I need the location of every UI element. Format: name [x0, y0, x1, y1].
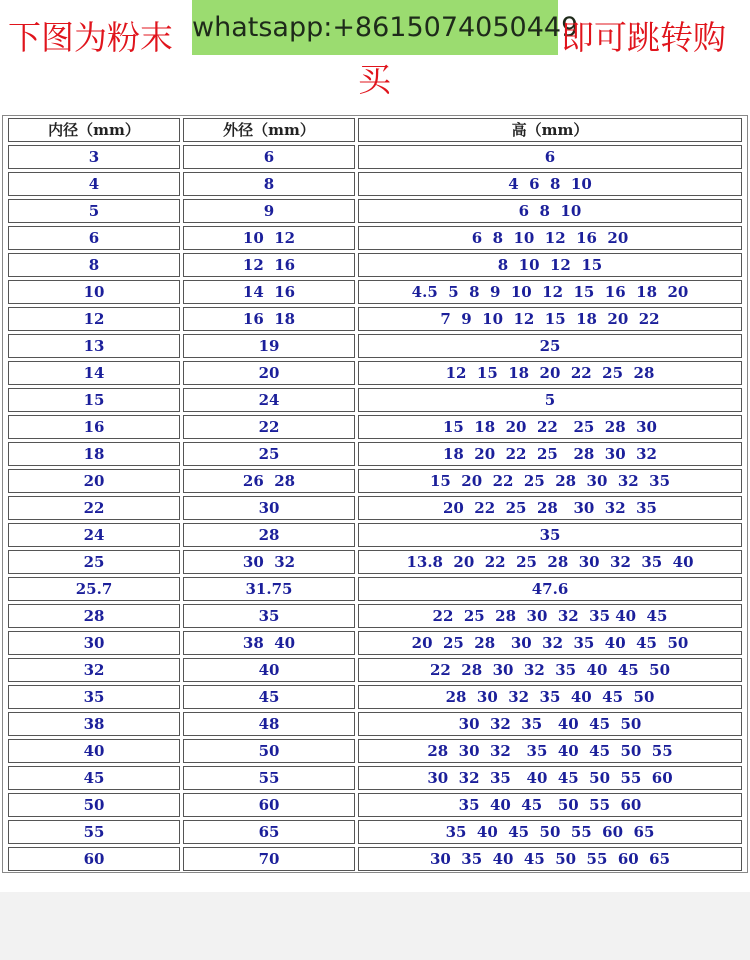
page-header — [0, 0, 750, 100]
inner-diameter-cell: 22 — [8, 496, 180, 520]
height-cell: 20 22 25 28 30 32 35 — [358, 496, 742, 520]
inner-diameter-cell: 10 — [8, 280, 180, 304]
outer-diameter-cell: 38 40 — [183, 631, 355, 655]
outer-diameter-cell: 60 — [183, 793, 355, 817]
inner-diameter-cell: 14 — [8, 361, 180, 385]
inner-diameter-cell: 60 — [8, 847, 180, 871]
title-right: 即可跳转购 — [561, 18, 726, 57]
outer-diameter-cell: 70 — [183, 847, 355, 871]
inner-diameter-cell: 4 — [8, 172, 180, 196]
height-cell: 12 15 18 20 22 25 28 — [358, 361, 742, 385]
outer-diameter-cell: 31.75 — [183, 577, 355, 601]
header-outer-diameter: 外径（mm） — [183, 118, 355, 142]
outer-diameter-cell: 30 32 — [183, 550, 355, 574]
height-cell: 4.5 5 8 9 10 12 15 16 18 20 — [358, 280, 742, 304]
inner-diameter-cell: 55 — [8, 820, 180, 844]
table-row — [8, 199, 742, 223]
height-cell: 22 28 30 32 35 40 45 50 — [358, 658, 742, 682]
outer-diameter-cell: 8 — [183, 172, 355, 196]
inner-diameter-cell: 3 — [8, 145, 180, 169]
height-cell: 6 8 10 12 16 20 — [358, 226, 742, 250]
table-row — [8, 145, 742, 169]
inner-diameter-cell: 12 — [8, 307, 180, 331]
outer-diameter-cell: 35 — [183, 604, 355, 628]
inner-diameter-cell: 40 — [8, 739, 180, 763]
table-row — [8, 388, 742, 412]
table-row — [8, 604, 742, 628]
table-row — [8, 523, 742, 547]
table-row — [8, 793, 742, 817]
table-row — [8, 739, 742, 763]
title-left: 下图为粉末 — [8, 18, 173, 57]
table-row — [8, 631, 742, 655]
whatsapp-contact[interactable]: whatsapp:+8615074050449 — [192, 0, 558, 55]
table-row — [8, 658, 742, 682]
outer-diameter-cell: 28 — [183, 523, 355, 547]
height-cell: 22 25 28 30 32 35 40 45 — [358, 604, 742, 628]
inner-diameter-cell: 32 — [8, 658, 180, 682]
outer-diameter-cell: 20 — [183, 361, 355, 385]
inner-diameter-cell: 20 — [8, 469, 180, 493]
table-row — [8, 712, 742, 736]
table-row — [8, 496, 742, 520]
table-row — [8, 820, 742, 844]
outer-diameter-cell: 55 — [183, 766, 355, 790]
outer-diameter-cell: 10 12 — [183, 226, 355, 250]
outer-diameter-cell: 40 — [183, 658, 355, 682]
inner-diameter-cell: 15 — [8, 388, 180, 412]
height-cell: 30 32 35 40 45 50 — [358, 712, 742, 736]
outer-diameter-cell: 25 — [183, 442, 355, 466]
outer-diameter-cell: 50 — [183, 739, 355, 763]
outer-diameter-cell: 48 — [183, 712, 355, 736]
inner-diameter-cell: 6 — [8, 226, 180, 250]
inner-diameter-cell: 30 — [8, 631, 180, 655]
outer-diameter-cell: 9 — [183, 199, 355, 223]
table-row — [8, 307, 742, 331]
outer-diameter-cell: 6 — [183, 145, 355, 169]
header-height: 高（mm） — [358, 118, 742, 142]
inner-diameter-cell: 50 — [8, 793, 180, 817]
outer-diameter-cell: 12 16 — [183, 253, 355, 277]
table-row — [8, 469, 742, 493]
title-line2: 买 — [358, 60, 391, 99]
table-row — [8, 253, 742, 277]
table-row — [8, 415, 742, 439]
inner-diameter-cell: 13 — [8, 334, 180, 358]
inner-diameter-cell: 25 — [8, 550, 180, 574]
inner-diameter-cell: 24 — [8, 523, 180, 547]
height-cell: 5 — [358, 388, 742, 412]
table-row — [8, 280, 742, 304]
height-cell: 4 6 8 10 — [358, 172, 742, 196]
table-row — [8, 172, 742, 196]
height-cell: 15 18 20 22 25 28 30 — [358, 415, 742, 439]
outer-diameter-cell: 26 28 — [183, 469, 355, 493]
table-row — [8, 550, 742, 574]
inner-diameter-cell: 38 — [8, 712, 180, 736]
inner-diameter-cell: 45 — [8, 766, 180, 790]
table-row — [8, 334, 742, 358]
height-cell: 15 20 22 25 28 30 32 35 — [358, 469, 742, 493]
inner-diameter-cell: 16 — [8, 415, 180, 439]
header-inner-diameter: 内径（mm） — [8, 118, 180, 142]
inner-diameter-cell: 5 — [8, 199, 180, 223]
outer-diameter-cell: 22 — [183, 415, 355, 439]
table-row — [8, 442, 742, 466]
height-cell: 8 10 12 15 — [358, 253, 742, 277]
inner-diameter-cell: 18 — [8, 442, 180, 466]
height-cell: 35 — [358, 523, 742, 547]
height-cell: 35 40 45 50 55 60 65 — [358, 820, 742, 844]
table-row — [8, 361, 742, 385]
height-cell: 6 8 10 — [358, 199, 742, 223]
height-cell: 18 20 22 25 28 30 32 — [358, 442, 742, 466]
outer-diameter-cell: 65 — [183, 820, 355, 844]
height-cell: 7 9 10 12 15 18 20 22 — [358, 307, 742, 331]
footer-band — [0, 892, 750, 960]
inner-diameter-cell: 8 — [8, 253, 180, 277]
table-row — [8, 766, 742, 790]
outer-diameter-cell: 30 — [183, 496, 355, 520]
inner-diameter-cell: 28 — [8, 604, 180, 628]
height-cell: 6 — [358, 145, 742, 169]
outer-diameter-cell: 45 — [183, 685, 355, 709]
height-cell: 20 25 28 30 32 35 40 45 50 — [358, 631, 742, 655]
outer-diameter-cell: 19 — [183, 334, 355, 358]
height-cell: 28 30 32 35 40 45 50 55 — [358, 739, 742, 763]
outer-diameter-cell: 24 — [183, 388, 355, 412]
inner-diameter-cell: 25.7 — [8, 577, 180, 601]
height-cell: 35 40 45 50 55 60 — [358, 793, 742, 817]
size-table — [5, 115, 745, 874]
table-header-row — [8, 118, 742, 142]
table-row — [8, 847, 742, 871]
height-cell: 47.6 — [358, 577, 742, 601]
table-row — [8, 226, 742, 250]
table-row — [8, 577, 742, 601]
height-cell: 13.8 20 22 25 28 30 32 35 40 — [358, 550, 742, 574]
outer-diameter-cell: 16 18 — [183, 307, 355, 331]
height-cell: 28 30 32 35 40 45 50 — [358, 685, 742, 709]
outer-diameter-cell: 14 16 — [183, 280, 355, 304]
height-cell: 30 32 35 40 45 50 55 60 — [358, 766, 742, 790]
height-cell: 30 35 40 45 50 55 60 65 — [358, 847, 742, 871]
table-body — [8, 145, 742, 871]
inner-diameter-cell: 35 — [8, 685, 180, 709]
size-table-container — [2, 115, 748, 873]
height-cell: 25 — [358, 334, 742, 358]
table-row — [8, 685, 742, 709]
